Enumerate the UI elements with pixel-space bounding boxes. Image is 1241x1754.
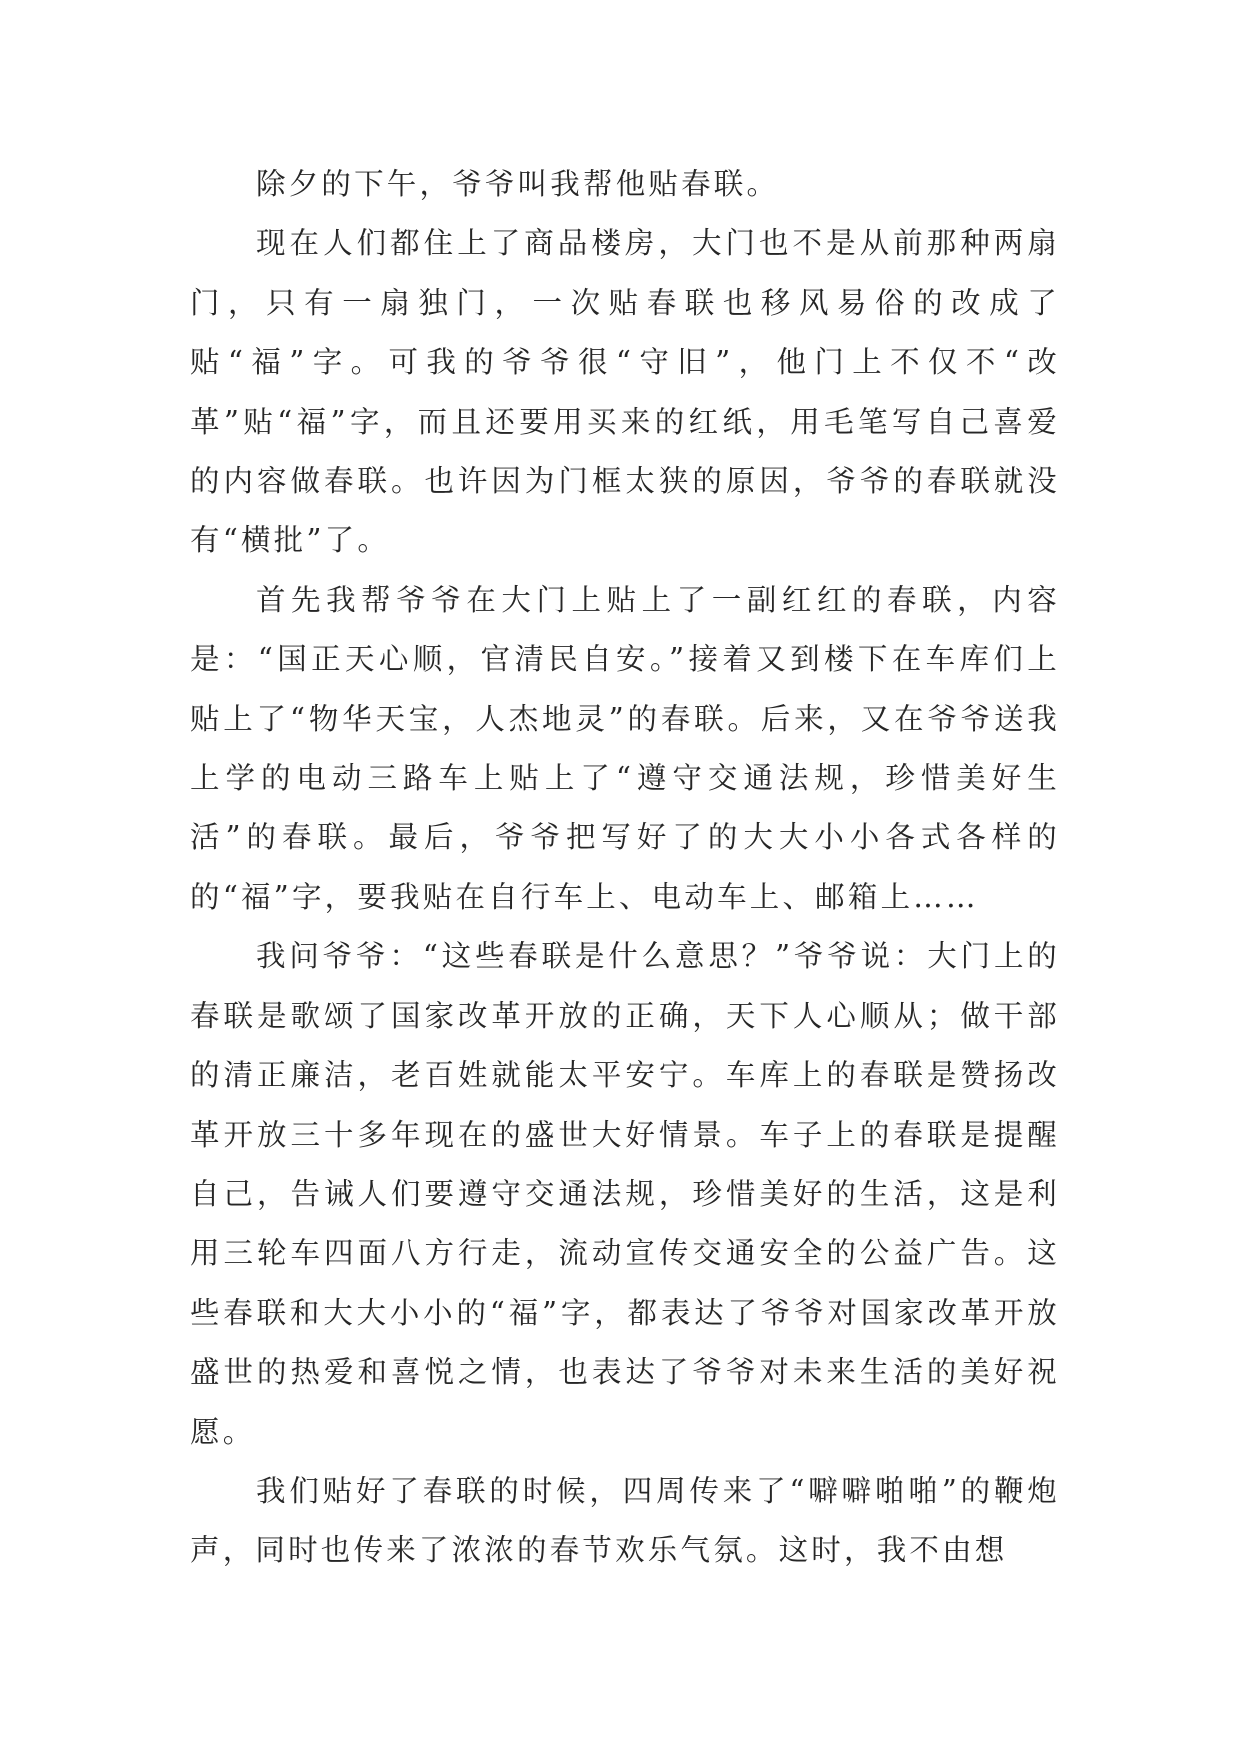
- document-body: [190, 155, 1060, 1581]
- paragraph-4: 我问爷爷：“这些春联是什么意思？”爷爷说：大门上的春联是歌颂了国家改革开放的正确，天下人心顺从；做干部的清正廉洁，老百姓就能太平安宁。车库上的春联是赞扬改革开放三十多年现在的盛世大好情景。车子上的春联是提醒自己，告诫人们要遵守交通法规，珍惜美好的生活，这是利用三轮车四面八方行走，流动宣传交通安全的公益广告。这些春联和大大小小的“福”字，都表达了爷爷对国家改革开放盛世的热爱和喜悦之情，也表达了爷爷对未来生活的美好祝愿。: [190, 939, 1060, 1449]
- paragraph-5: 我们贴好了春联的时候，四周传来了“噼噼啪啪”的鞭炮声，同时也传来了浓浓的春节欢乐气氛。这时，我不由想: [190, 1473, 1060, 1568]
- paragraph-2: 现在人们都住上了商品楼房，大门也不是从前那种两扇门，只有一扇独门，一次贴春联也移风易俗的改成了贴“福”字。可我的爷爷很“守旧”，他门上不仅不“改革”贴“福”字，而且还要用买来的红纸，用毛笔写自己喜爱的内容做春联。也许因为门框太狭的原因，爷爷的春联就没有“横批”了。: [190, 226, 1060, 558]
- paragraph-3: 首先我帮爷爷在大门上贴上了一副红红的春联，内容是：“国正天心顺，官清民自安。”接着又到楼下在车库们上贴上了“物华天宝，人杰地灵”的春联。后来，又在爷爷送我上学的电动三路车上贴上了“遵守交通法规，珍惜美好生活”的春联。最后，爷爷把写好了的大大小小各式各样的的“福”字，要我贴在自行车上、电动车上、邮箱上……: [190, 582, 1060, 914]
- paragraph-1: 除夕的下午，爷爷叫我帮他贴春联。: [256, 167, 780, 201]
